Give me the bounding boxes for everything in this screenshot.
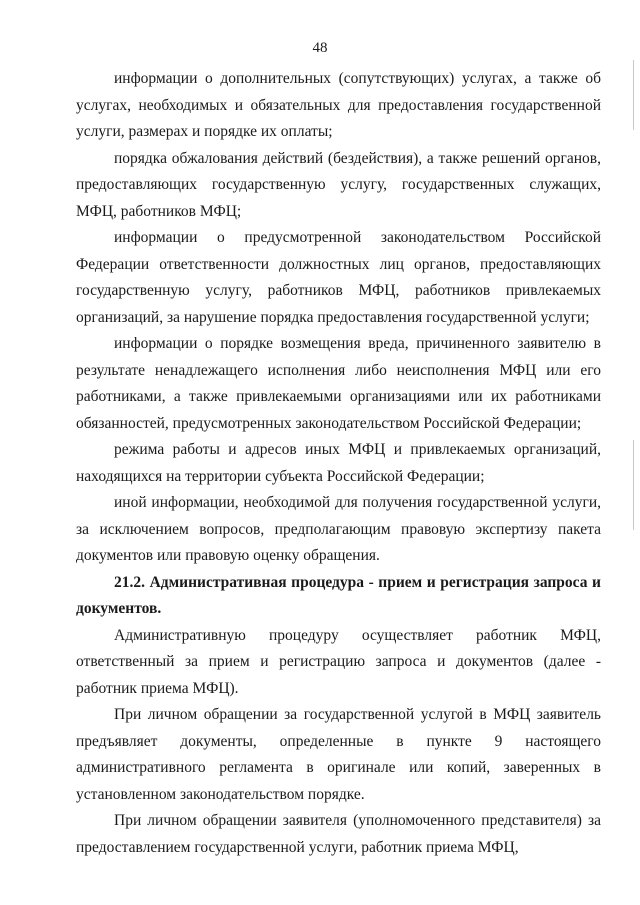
scan-edge-mark bbox=[633, 60, 634, 130]
paragraph: режима работы и адресов иных МФЦ и привлекаемых организаций, находящихся на территории субъекта Российской Федерации; bbox=[76, 441, 601, 485]
section-heading: 21.2. Административная процедура - прием и регистрация запроса и документов. bbox=[76, 573, 601, 617]
paragraph: информации о предусмотренной законодательством Российской Федерации ответственности должностных лиц органов, предоставляющих государственную услугу, работников МФЦ, работников привлекаемых организаций, за нарушение порядка предоставления государственной услуги; bbox=[76, 229, 601, 326]
paragraph: порядка обжалования действий (бездействия), а также решений органов, предоставляющих государственную услугу, государственных служащих, МФЦ, работников МФЦ; bbox=[76, 149, 601, 220]
scan-edge-mark bbox=[633, 440, 634, 530]
document-body bbox=[76, 66, 601, 861]
paragraph: Административную процедуру осуществляет работник МФЦ, ответственный за прием и регистрацию запроса и документов (далее - работник приема МФЦ). bbox=[76, 626, 601, 697]
paragraph: При личном обращении за государственной услугой в МФЦ заявитель предъявляет документы, определенные в пункте 9 настоящего административного регламента в оригинале или копий, заверенных в установленном законодательством порядке. bbox=[76, 706, 601, 803]
paragraph: информации о дополнительных (сопутствующих) услугах, а также об услугах, необходимых и обязательных для предоставления государственной услуги, размерах и порядке их оплаты; bbox=[76, 70, 601, 140]
page-number: 48 bbox=[312, 40, 328, 56]
paragraph: иной информации, необходимой для получения государственной услуги, за исключением вопросов, предполагающим правовую экспертизу пакета документов или правовую оценку обращения. bbox=[76, 494, 601, 564]
paragraph: информации о порядке возмещения вреда, причиненного заявителю в результате ненадлежащего исполнения либо неисполнения МФЦ или его работниками, а также привлекаемыми организациями или их работниками обязанностей, предусмотренных законодательством Российской Федерации; bbox=[76, 335, 601, 432]
paragraph: При личном обращении заявителя (уполномоченного представителя) за предоставлением государственной услуги, работник приема МФЦ, bbox=[76, 812, 601, 856]
